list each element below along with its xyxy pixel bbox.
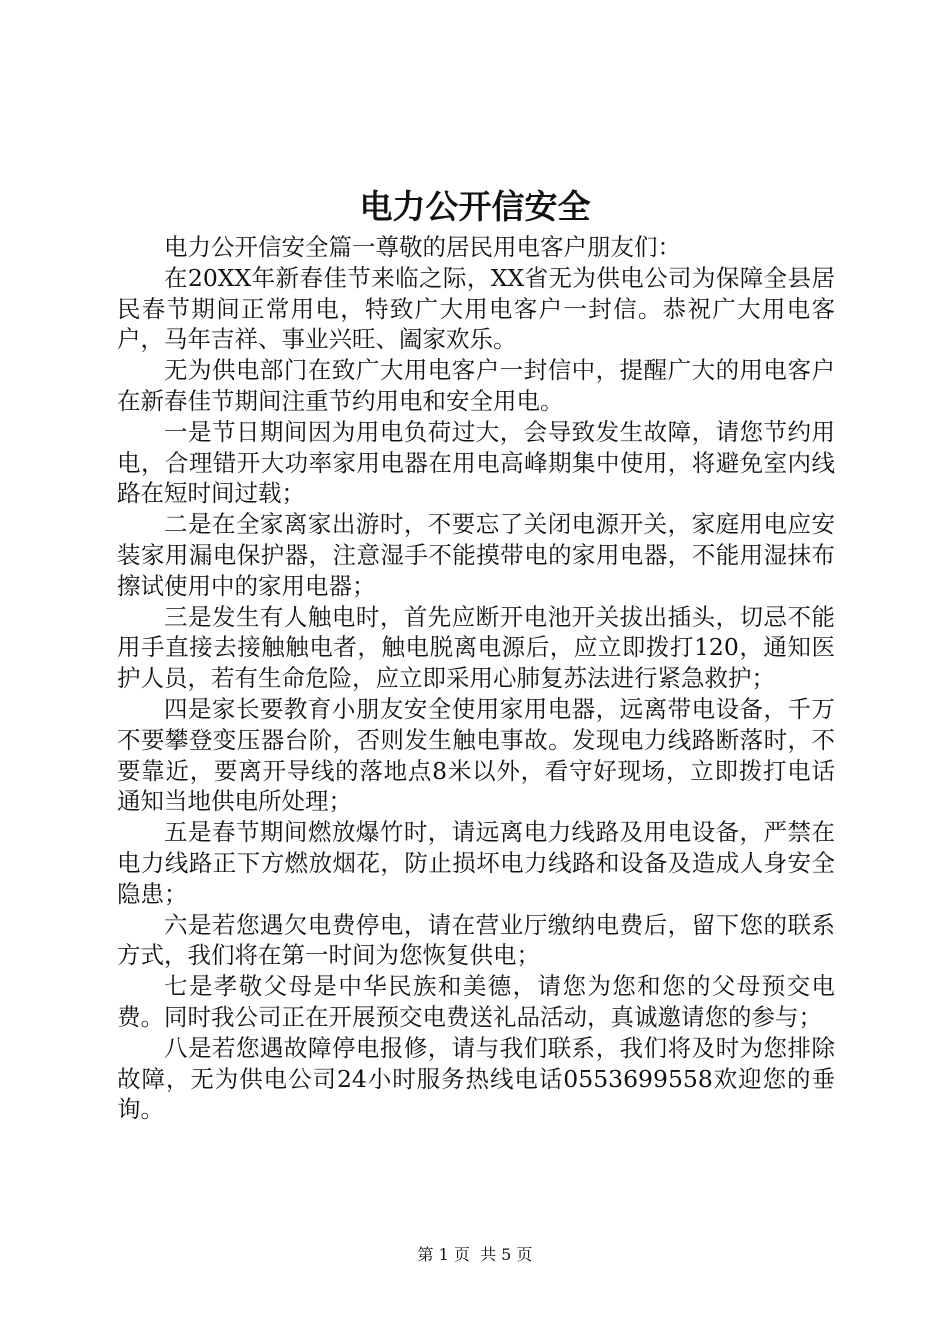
paragraph-2: 在20XX年新春佳节来临之际，XX省无为供电公司为保障全县居民春节期间正常用电，特致广大用电客户一封信。恭祝广大用电客户，马年吉祥、事业兴旺、阖家欢乐。 xyxy=(117,263,835,354)
paragraph-11: 八是若您遇故障停电报修，请与我们联系，我们将及时为您排除故障，无为供电公司24小时服务热线电话0553699558欢迎您的垂询。 xyxy=(117,1033,835,1124)
paragraph-4: 一是节日期间因为用电负荷过大，会导致发生故障，请您节约用电，合理错开大功率家用电器在用电高峰期集中使用，将避免室内线路在短时间过载； xyxy=(117,417,835,508)
paragraph-5: 二是在全家离家出游时，不要忘了关闭电源开关，家庭用电应安装家用漏电保护器，注意湿手不能摸带电的家用电器，不能用湿抹布擦试使用中的家用电器； xyxy=(117,510,835,600)
paragraph-8: 五是春节期间燃放爆竹时，请远离电力线路及用电设备，严禁在电力线路正下方燃放烟花，防止损坏电力线路和设备及造成人身安全隐患； xyxy=(117,818,835,908)
paragraph-6: 三是发生有人触电时，首先应断开电池开关拔出插头，切忌不能用手直接去接触触电者，触电脱离电源后，应立即拨打120，通知医护人员，若有生命危险，应立即采用心肺复苏法进行紧急救护； xyxy=(117,602,835,693)
paragraph-3: 无为供电部门在致广大用电客户一封信中，提醒广大的用电客户在新春佳节期间注重节约用电和安全用电。 xyxy=(117,356,835,415)
paragraph-1: 电力公开信安全篇一尊敬的居民用电客户朋友们： xyxy=(164,233,681,261)
document-body xyxy=(117,232,835,1125)
page-footer: 第 1 页 共 5 页 xyxy=(417,1245,533,1264)
paragraph-9: 六是若您遇欠电费停电，请在营业厅缴纳电费后，留下您的联系方式，我们将在第一时间为您恢复供电； xyxy=(117,910,835,970)
paragraph-10: 七是孝敬父母是中华民族和美德，请您为您和您的父母预交电费。同时我公司正在开展预交电费送礼品活动，真诚邀请您的参与； xyxy=(117,972,835,1031)
page-title: 电力公开信安全 xyxy=(359,187,591,226)
paragraph-7: 四是家长要教育小朋友安全使用家用电器，远离带电设备，千万不要攀登变压器台阶，否则发生触电事故。发现电力线路断落时，不要靠近，要离开导线的落地点8米以外，看守好现场，立即拨打电话通知当地供电所处理； xyxy=(117,694,835,816)
